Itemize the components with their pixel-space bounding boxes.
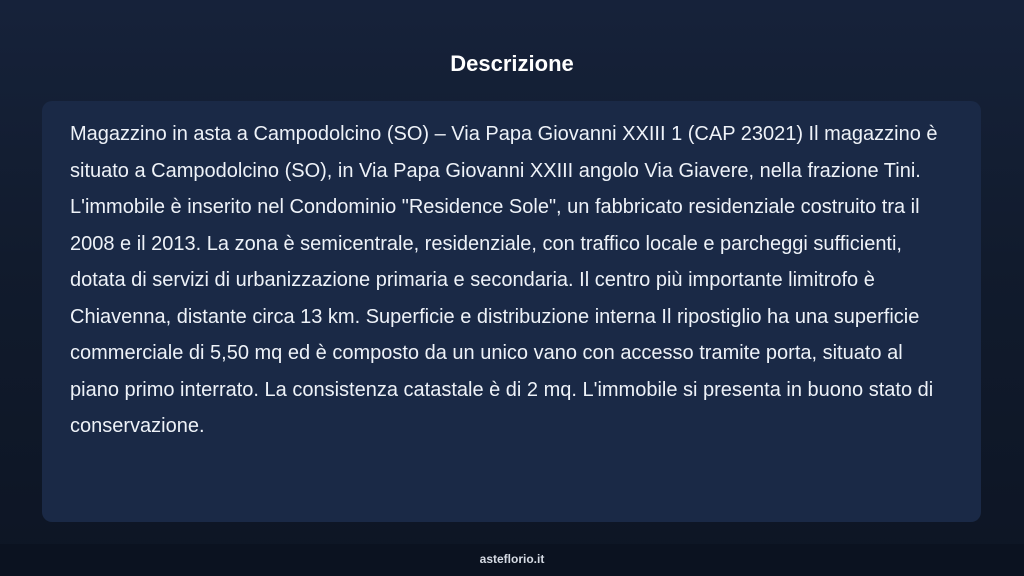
page-title: Descrizione [450,51,574,76]
footer-bar [0,544,1024,576]
description-card [42,101,981,522]
description-text: Magazzino in asta a Campodolcino (SO) – Via Papa Giovanni XXIII 1 (CAP 23021) Il magazzino è situato a Campodolcino (SO), in Via Papa Giovanni XXIII angolo Via Giavere, nella frazione Tini. L'immobile è inserito nel Condominio "Residence Sole", un fabbricato residenziale costruito tra il 2008 e il 2013. La zona è semicentrale, residenziale, con traffico locale e parcheggi sufficienti, dotata di servizi di urbanizzazione primaria e secondaria. Il centro più importante limitrofo è Chiavenna, distante circa 13 km. Superficie e distribuzione interna Il ripostiglio ha una superficie commerciale di 5,50 mq ed è composto da un unico vano con accesso tramite porta, situato al piano primo interrato. La consistenza catastale è di 2 mq. L'immobile si presenta in buono stato di conservazione. [70,123,938,437]
footer-site-name: asteflorio.it [479,552,545,566]
